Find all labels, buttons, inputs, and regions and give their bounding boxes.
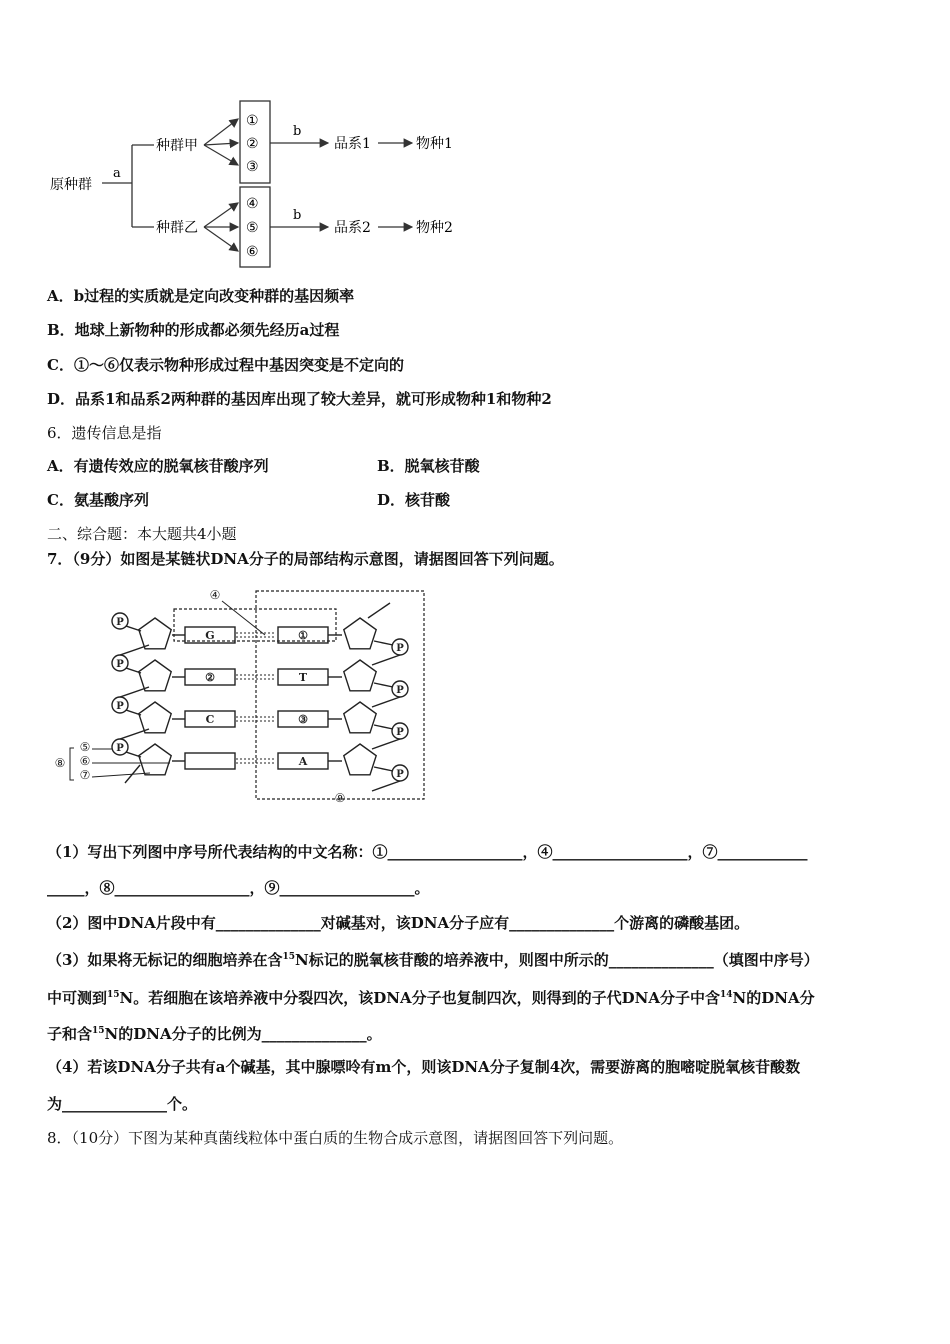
chain-end: [368, 603, 390, 618]
leader: [92, 773, 150, 777]
phosphate-left-label: P: [116, 659, 124, 670]
label-6: ⑥: [79, 754, 91, 768]
backbone: [120, 729, 149, 739]
bond: [126, 626, 141, 631]
phosphate-right-label: P: [396, 769, 404, 780]
backbone: [372, 781, 400, 791]
q7-part3-text: N标记的脱氧核苷酸的培养液中，则图中所示的______________（填图中序号）: [294, 951, 819, 969]
circle-5: ⑤: [246, 220, 259, 236]
bond: [374, 767, 393, 771]
sugar-left: [139, 660, 171, 691]
section-heading: 二、综合题：本大题共4小题: [47, 525, 237, 543]
q5-option-b: B．地球上新物种的形成都必须先经历a过程: [47, 321, 340, 339]
label-9: ⑨: [334, 791, 346, 805]
bond: [126, 752, 141, 757]
species-1: 物种1: [416, 136, 453, 152]
sugar-left: [139, 618, 171, 649]
phosphate-right-label: P: [396, 727, 404, 738]
base-left-label: G: [205, 629, 215, 642]
strain-1: 品系1: [334, 136, 371, 152]
phosphate-left-label: P: [116, 617, 124, 628]
backbone: [120, 645, 149, 655]
origin-population: 原种群: [50, 177, 92, 193]
q8-stem-text: 8．（10分）下图为某种真菌线粒体中蛋白质的生物合成示意图，请据图回答下列问题。: [47, 1129, 624, 1147]
sugar-left: [139, 702, 171, 733]
base-left: [185, 753, 235, 769]
label-8: ⑧: [54, 756, 66, 770]
q7-part1-line1: （1）写出下列图中序号所代表结构的中文名称：①__________________，④__________________，⑦____________: [47, 843, 808, 861]
phosphate-left-label: P: [116, 701, 124, 712]
superscript-15: 15: [282, 952, 295, 962]
base-left-label: ②: [205, 671, 215, 684]
superscript-14: 14: [719, 990, 733, 1000]
q7-part3-text: 中可测到: [47, 989, 108, 1007]
superscript-15: 15: [92, 1026, 105, 1036]
base-right-label: T: [298, 671, 308, 684]
label-4: ④: [209, 588, 221, 602]
q7-part1-line2: _____，⑧__________________，⑨__________________。: [47, 879, 430, 897]
q7-part3-line1: [47, 947, 819, 970]
label-b-bottom: b: [293, 208, 302, 223]
circle-4: ④: [246, 196, 259, 212]
q5-option-d: D．品系1和品系2两种群的基因库出现了较大差异，就可形成物种1和物种2: [47, 390, 552, 408]
q7-part3-line2: [47, 985, 815, 1008]
circle-1: ①: [246, 113, 259, 129]
q6-stem: 6．遗传信息是指: [47, 424, 162, 442]
backbone: [372, 655, 400, 665]
bond: [126, 668, 141, 673]
q7-part4-line2: 为______________个。: [47, 1095, 198, 1113]
q6-option-c: C．氨基酸序列: [47, 491, 149, 509]
sugar-right: [344, 702, 376, 733]
label-7: ⑦: [79, 768, 91, 782]
speciation-diagram: [40, 95, 480, 270]
population-yi: 种群乙: [156, 220, 198, 236]
q7-stem: 7．（9分）如图是某链状DNA分子的局部结构示意图，请据图回答下列问题。: [47, 550, 564, 568]
q7-part3-text: N的DNA分: [732, 989, 815, 1007]
circle-3: ③: [246, 159, 259, 175]
bond: [374, 683, 393, 687]
q6-option-d: D．核苷酸: [377, 491, 451, 509]
q7-part2: （2）图中DNA片段中有______________对碱基对，该DNA分子应有______________个游离的磷酸基团。: [47, 914, 750, 932]
q5-option-a: A．b过程的实质就是定向改变种群的基因频率: [47, 287, 355, 305]
base-right-label: A: [298, 755, 308, 768]
q7-part3-text: N的DNA分子的比例为______________。: [104, 1025, 382, 1043]
leader: [222, 601, 265, 635]
sugar-left: [139, 744, 171, 775]
dna-structure-diagram: [50, 583, 430, 808]
q6-option-b: B．脱氧核苷酸: [377, 457, 480, 475]
bond: [374, 725, 393, 729]
label-a: a: [113, 166, 121, 181]
q7-part3-text: （3）如果将无标记的细胞培养在含: [47, 951, 283, 969]
species-2: 物种2: [416, 220, 453, 236]
label-b-top: b: [293, 124, 302, 139]
circle-6: ⑥: [246, 244, 259, 260]
q7-part3-text: 子和含: [47, 1025, 93, 1043]
sugar-right: [344, 660, 376, 691]
base-right-label: ①: [298, 629, 308, 642]
q7-part4-line1: （4）若该DNA分子共有a个碱基，其中腺嘌呤有m个，则该DNA分子复制4次，需要游离的胞嘧啶脱氧核苷酸数: [47, 1058, 801, 1076]
sugar-right: [344, 744, 376, 775]
dashed-box-4: [174, 609, 336, 641]
q8-stem: [47, 1128, 623, 1148]
backbone: [120, 687, 149, 697]
q7-part3-text: N。若细胞在该培养液中分裂四次，该DNA分子也复制四次，则得到的子代DNA分子中含: [119, 989, 720, 1007]
q7-part3-line3: [47, 1021, 382, 1044]
q5-option-c: C．①～⑥仅表示物种形成过程中基因突变是不定向的: [47, 356, 404, 374]
circle-2: ②: [246, 136, 259, 152]
sugar-right: [344, 618, 376, 649]
population-jia: 种群甲: [156, 138, 198, 154]
backbone: [372, 697, 400, 707]
phosphate-right-label: P: [396, 685, 404, 696]
bond: [126, 710, 141, 715]
base-left-label: C: [205, 713, 215, 726]
brace: [70, 748, 74, 780]
bond: [374, 641, 393, 645]
label-5: ⑤: [79, 740, 91, 754]
phosphate-left-label: P: [116, 743, 124, 754]
superscript-15: 15: [107, 990, 120, 1000]
backbone: [372, 739, 400, 749]
strain-2: 品系2: [334, 220, 371, 236]
base-right-label: ③: [298, 713, 308, 726]
q6-option-a: A．有遗传效应的脱氧核苷酸序列: [47, 457, 269, 475]
phosphate-right-label: P: [396, 643, 404, 654]
